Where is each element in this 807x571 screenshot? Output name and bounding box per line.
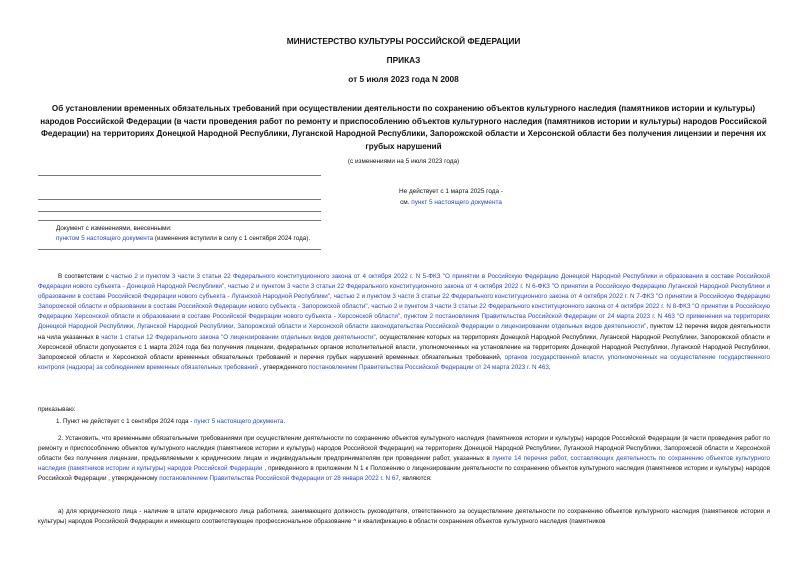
divider-line — [38, 220, 321, 221]
clause-reference-link[interactable]: пункт 5 настоящего документа — [194, 418, 284, 425]
text-segment: , являются: — [398, 475, 432, 483]
status-notice-link[interactable]: пункт 5 настоящего документа — [411, 199, 502, 206]
document-date-number: от 5 июля 2023 года N 2008 — [348, 74, 459, 84]
preamble-paragraph — [38, 272, 770, 373]
law-reference-link[interactable]: постановлением Правительства Российской Федерации от 24 марта 2023 г. N 463 — [308, 363, 549, 371]
text-segment: , осуществление которых на территориях Донецкой Народной Республики, Луганской Народной Республики, Запорожской области и Херсонской области допускается с 1 марта 2024 года без получения лицензии, федеральных органов исполнительной власти, уполномоченных на установление на территориях Донецкой Народной Республики, Луганской Народной Республики, Запорожской области и Херсонской области временных обязательных требований и перечня грубых нарушений временных обязательных требований, — [38, 333, 770, 361]
divider-line — [38, 211, 321, 212]
law-reference-link[interactable]: частью 2 и пунктом 3 части 3 статьи 22 Федерального конституционного закона от 4 октября 2022 г. N 5-ФКЗ "О принятии в Российскую Федерацию Донецкой Народной Республики и образовании в составе Российской Федерации нового субъекта - Донецкой Народной Республики", частью 2 и пунктом 3 части 3 статьи 22 Федерального конституционного закона от 4 октября 2022 г. N 6-ФКЗ "О принятии в Российскую Федерацию Луганской Народной Республики и образовании в составе Российской Федерации нового субъекта - Луганской Народной Республики", частью 2 и пунктом 3 части 3 статьи 22 Федерального конституционного закона от 4 октября 2022 г. N 7-ФКЗ "О принятии в Российскую Федерацию Запорожской области и образовании в составе Российской Федерации нового субъекта - Запорожской области", частью 2 и пунктом 3 части 3 статьи 22 Федерального конституционного закона от 4 октября 2022 г. N 8-ФКЗ "О принятии в Российскую Федерацию Херсонской области и образовании в составе Российской Федерации нового субъекта - Херсонской области", пунктом 2 постановления Правительства Российской Федерации от 24 марта 2023 г. N 463 "О применении на территориях Донецкой Народной Республики, Луганской Народной Республики, Запорожской области и Херсонской области законодательства Российской Федерации о лицензировании отдельных видов деятельности" — [38, 273, 771, 331]
divider-line — [38, 175, 321, 176]
document-type: ПРИКАЗ — [386, 55, 421, 65]
law-reference-link[interactable]: пункте 14 перечня работ, составляющих деятельность по сохранению объектов культурного наследия (памятников истории и культуры) народов Российской Федерации — [38, 455, 770, 473]
ordered-line: приказываю: — [38, 406, 76, 413]
doc-changes-suffix: (изменения вступили в силу с 1 сентября 2024 года). — [153, 235, 311, 242]
text-segment: 1. Пункт не действует с 1 сентября 2024 года - — [56, 418, 195, 425]
status-notice-see — [300, 197, 602, 208]
ministry-heading: МИНИСТЕРСТВО КУЛЬТУРЫ РОССИЙСКОЙ ФЕДЕРАЦИИ — [286, 36, 521, 46]
divider-line — [38, 199, 321, 200]
text-segment: , утвержденного — [257, 363, 309, 371]
text-segment: , пунктом 12 перечня видов деятельности на чила указанных в — [38, 323, 770, 341]
law-reference-link[interactable]: постановлением Правительства Российской Федерации от 28 января 2022 г. N 67 — [159, 475, 399, 483]
text-segment: В соответствии с — [58, 273, 112, 280]
text-segment: , — [548, 363, 551, 371]
clause-1 — [56, 417, 770, 427]
text-segment: , приведенного в приложении N 1 к Положению о лицензировании деятельности по сохранению объектов культурного наследия (памятников истории и культуры) народов Российской Федерации , утвержденному — [38, 465, 770, 483]
doc-changes-line — [56, 234, 386, 244]
document-title: Об установлении временных обязательных требований при осуществлении деятельности по сохранению объектов культурного наследия (памятников истории и культуры) народов Российской Федерации (в части проведения работ по ремонту и приспособлению объектов культурного наследия (памятников истории и культуры) народов Российской Федерации) на территориях Донецкой Народной Республики, Луганской Народной Республики, Запорожской области и Херсонской области без получения лицензии и перечня их грубых нарушений — [40, 104, 767, 151]
law-reference-link[interactable]: органов государственной власти, уполномоченных на осуществление государственного контроля (надзора) за соблюдением временных обязательных требований — [38, 353, 770, 371]
text-segment: 2. Установить, что временными обязательными требованиями при осуществлении деятельности по сохранению объектов культурного наследия (памятников истории и культуры) народов Российской Федерации (в части проведения работ по ремонту и приспособлению объектов культурного наследия (памятников истории и культуры) народов Российской Федерации) на территориях Донецкой Народной Республики, Луганской Народной Республики, Запорожской области и Херсонской области без получения лицензии, предъявляемыми к юридическим лицам и индивидуальным предпринимателям при проведении работ, указанных в — [38, 435, 770, 463]
doc-changes-prefix: Документ с изменениями, внесенными: — [56, 225, 172, 232]
clause-2a: а) для юридического лица - наличие в штате юридического лица работника, занимающего должность руководителя, ответственного за осуществление деятельности по сохранению объектов культурного наследия (памятников истории и культуры) народов Российской Федерации и имеющего соответствующее профессиональное образование ^ и квалификацию в области сохранения объектов культурного наследия (памятников — [38, 508, 770, 526]
divider-line — [38, 249, 321, 250]
changes-note: (с изменениями на 5 июля 2023 года) — [347, 158, 460, 165]
text-segment: . — [283, 418, 286, 425]
doc-changes-link[interactable]: пунктом 5 настоящего документа — [56, 235, 154, 242]
see-prefix: см. — [400, 199, 412, 206]
status-notice — [300, 186, 602, 208]
law-reference-link[interactable]: части 1 статьи 12 Федерального закона "О лицензировании отдельных видов деятельности" — [101, 333, 376, 341]
doc-changes-note — [56, 224, 386, 244]
status-notice-text: Не действует с 1 марта 2025 года - — [399, 188, 503, 195]
clause-2 — [38, 434, 770, 484]
